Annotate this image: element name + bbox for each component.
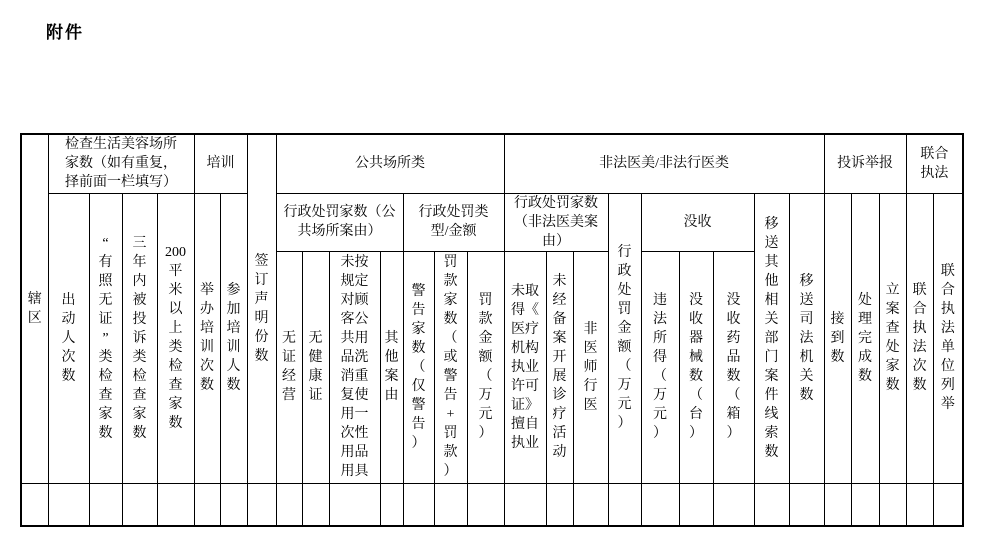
col-header-devices-confiscated: 没 收 器 械 数 （ 台 ）: [679, 251, 713, 483]
table-cell: [302, 483, 329, 526]
table-cell: [754, 483, 789, 526]
table-cell: [824, 483, 851, 526]
table-cell: [906, 483, 933, 526]
subgroup-header-confiscation: 没收: [641, 193, 754, 251]
table-cell: [573, 483, 608, 526]
table-cell: [879, 483, 906, 526]
statistics-table: [20, 133, 964, 527]
col-header-clues-transferred: 移 送 其 他 相 关 部 门 案 件 线 索 数: [754, 193, 789, 483]
col-header-dispatched-person-times: 出 动 人 次 数: [48, 193, 89, 483]
col-header-no-medical-license: 未取 得《 医疗 机构 执业 许可 证》 擅自 执业: [504, 251, 546, 483]
col-header-improper-disinfection: 未按 规定 对顾 客公 共用 品洗 消重 复使 用一 次性 用品 用具: [329, 251, 380, 483]
table-cell: [380, 483, 403, 526]
table-cell: [504, 483, 546, 526]
page-title: 附件: [46, 23, 84, 42]
table-cell: [851, 483, 879, 526]
group-header-complaint: 投诉举报: [824, 134, 906, 193]
group-header-illegal-medical: 非法医美/非法行医类: [504, 134, 824, 193]
col-header-complained-3yr: 三 年 内 被 投 诉 类 检 查 家 数: [122, 193, 157, 483]
table-cell: [467, 483, 504, 526]
table-cell: [933, 483, 963, 526]
subgroup-header-penalty-cases-public: 行政处罚家数（公 共场所案由）: [276, 193, 403, 251]
group-header-public-place: 公共场所类: [276, 134, 504, 193]
col-header-handled: 处 理 完 成 数: [851, 193, 879, 483]
col-header-joint-units: 联 合 执 法 单 位 列 举: [933, 193, 963, 483]
col-header-fine-cases: 罚 款 家 数 （ 或 警 告 + 罚 款 ）: [434, 251, 467, 483]
col-header-drugs-confiscated: 没 收 药 品 数 （ 箱 ）: [713, 251, 754, 483]
table-cell: [276, 483, 302, 526]
table-cell: [329, 483, 380, 526]
subgroup-header-penalty-cases-illegal: 行政处罚家数 （非法医美案 由）: [504, 193, 608, 251]
table-cell: [403, 483, 434, 526]
col-header-other-causes: 其 他 案 由: [380, 251, 403, 483]
table-cell: [608, 483, 641, 526]
table-cell: [789, 483, 824, 526]
table-cell: [247, 483, 276, 526]
col-header-judicial-transferred: 移 送 司 法 机 关 数: [789, 193, 824, 483]
col-header-training-participants: 参 加 培 训 人 数: [220, 193, 247, 483]
col-header-penalty-amount: 行 政 处 罚 金 额 （ 万 元 ）: [608, 193, 641, 483]
col-header-non-physician: 非 医 师 行 医: [573, 251, 608, 483]
table-cell: [48, 483, 89, 526]
col-header-training-sessions: 举 办 培 训 次 数: [194, 193, 220, 483]
table-cell: [434, 483, 467, 526]
group-header-joint-enforcement: 联合 执法: [906, 134, 963, 193]
table-row: [21, 483, 963, 526]
col-header-warning-only: 警 告 家 数 （ 仅 警 告 ）: [403, 251, 434, 483]
col-header-filed: 立 案 查 处 家 数: [879, 193, 906, 483]
table-cell: [220, 483, 247, 526]
col-header-fine-amount: 罚 款 金 额 （ 万 元 ）: [467, 251, 504, 483]
col-header-joint-times: 联 合 执 法 次 数: [906, 193, 933, 483]
group-header-inspection: 检查生活美容场所 家数（如有重复， 择前面一栏填写）: [48, 134, 194, 193]
col-header-over-200sqm: 200 平 米 以 上 类 检 查 家 数: [157, 193, 194, 483]
table-cell: [122, 483, 157, 526]
col-header-illegal-income: 违 法 所 得 （ 万 元 ）: [641, 251, 679, 483]
table-cell: [641, 483, 679, 526]
col-header-no-health-cert: 无 健 康 证: [302, 251, 329, 483]
table-cell: [546, 483, 573, 526]
table-cell: [21, 483, 48, 526]
col-header-no-license: 无 证 经 营: [276, 251, 302, 483]
group-header-training: 培训: [194, 134, 247, 193]
col-header-received: 接 到 数: [824, 193, 851, 483]
col-header-region: 辖 区: [21, 134, 48, 483]
subgroup-header-penalty-type-amount: 行政处罚类 型/金额: [403, 193, 504, 251]
table-cell: [89, 483, 122, 526]
col-header-declaration: 签 订 声 明 份 数: [247, 134, 276, 483]
col-header-no-filing: 未 经 备 案 开 展 诊 疗 活 动: [546, 251, 573, 483]
table-cell: [194, 483, 220, 526]
table-cell: [157, 483, 194, 526]
table-cell: [713, 483, 754, 526]
col-header-licensed-no-cert: “ 有 照 无 证 ” 类 检 查 家 数: [89, 193, 122, 483]
table-cell: [679, 483, 713, 526]
